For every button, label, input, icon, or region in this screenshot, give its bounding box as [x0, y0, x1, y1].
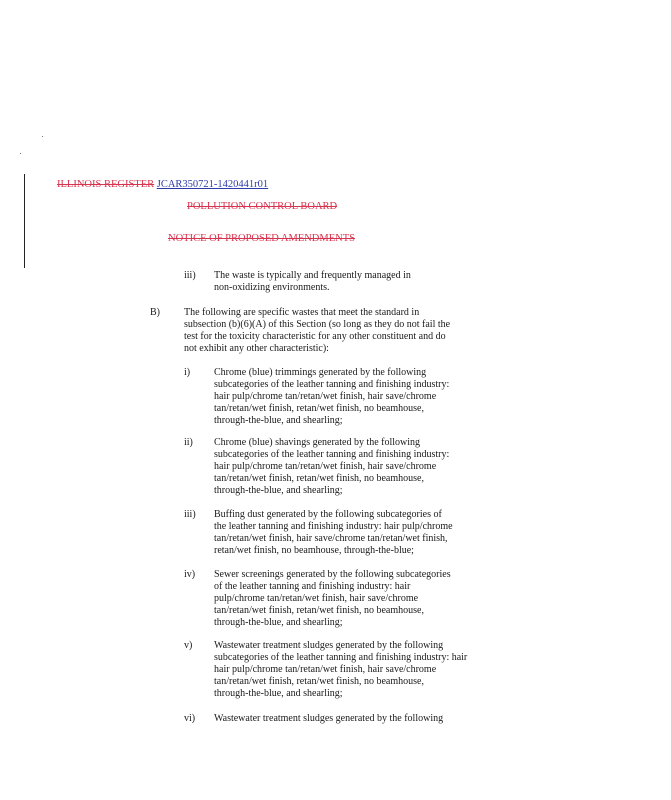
item-text [214, 270, 411, 294]
text-line: Wastewater treatment sludges generated by the following [214, 640, 444, 651]
text-line: Chrome (blue) shavings generated by the following [214, 437, 421, 448]
text-line: not exhibit any other characteristic): [184, 343, 329, 354]
text-line: subcategories of the leather tanning and finishing industry: [214, 379, 450, 390]
text-line: tan/retan/wet finish, retan/wet finish, no beamhouse, [214, 605, 424, 616]
item-number: iii) [184, 509, 196, 520]
item-number: vi) [184, 713, 196, 724]
item-text [214, 367, 449, 427]
text-line: Buffing dust generated by the following subcategories of [214, 509, 442, 520]
item-number: i) [184, 367, 191, 378]
item-text [214, 569, 451, 629]
text-line: through-the-blue, and shearling; [214, 485, 343, 496]
register-header [57, 179, 268, 190]
register-label: ILLINOIS REGISTER [57, 179, 155, 190]
item-number: iii) [184, 270, 196, 281]
item-number: v) [184, 640, 193, 651]
text-line: the leather tanning and finishing industry: hair pulp/chrome [214, 521, 453, 532]
text-line: Chrome (blue) trimmings generated by the following [214, 367, 427, 378]
text-line: through-the-blue, and shearling; [214, 617, 343, 628]
item-number: B) [150, 307, 160, 318]
notice-title: NOTICE OF PROPOSED AMENDMENTS [168, 233, 355, 244]
text-line: tan/retan/wet finish, retan/wet finish, no beamhouse, [214, 403, 424, 414]
text-line: through-the-blue, and shearling; [214, 688, 343, 699]
board-name: POLLUTION CONTROL BOARD [187, 201, 338, 212]
item-text [214, 509, 453, 557]
text-line: of the leather tanning and finishing industry: hair [214, 581, 411, 592]
item-number: ii) [184, 437, 193, 448]
text-line: Sewer screenings generated by the following subcategories [214, 569, 451, 580]
scan-speck [20, 153, 21, 154]
item-number: iv) [184, 569, 196, 580]
text-line: pulp/chrome tan/retan/wet finish, hair save/chrome [214, 593, 419, 604]
text-line: test for the toxicity characteristic for any other constituent and do [184, 331, 446, 342]
item-text [214, 437, 449, 497]
text-line: hair pulp/chrome tan/retan/wet finish, hair save/chrome [214, 664, 437, 675]
text-line: subcategories of the leather tanning and finishing industry: [214, 449, 450, 460]
document-id: JCAR350721-1420441r01 [156, 179, 269, 190]
text-line: through-the-blue, and shearling; [214, 415, 343, 426]
text-line: Wastewater treatment sludges generated by the following [214, 713, 444, 724]
text-line: hair pulp/chrome tan/retan/wet finish, hair save/chrome [214, 391, 437, 402]
scan-speck [42, 136, 43, 137]
text-line: The waste is typically and frequently managed in [214, 270, 411, 281]
text-line: tan/retan/wet finish, retan/wet finish, no beamhouse, [214, 676, 424, 687]
item-text [214, 640, 467, 700]
text-line: subsection (b)(6)(A) of this Section (so long as they do not fail the [184, 319, 451, 330]
revision-bar [24, 174, 25, 268]
text-line: The following are specific wastes that meet the standard in [184, 307, 420, 318]
text-line: retan/wet finish, no beamhouse, through-the-blue; [214, 545, 414, 556]
text-line: subcategories of the leather tanning and finishing industry: hair [214, 652, 468, 663]
text-line: tan/retan/wet finish, hair save/chrome tan/retan/wet finish, [214, 533, 448, 544]
item-text [184, 307, 450, 355]
text-line: hair pulp/chrome tan/retan/wet finish, hair save/chrome [214, 461, 437, 472]
text-line: non-oxidizing environments. [214, 282, 330, 293]
text-line: tan/retan/wet finish, retan/wet finish, no beamhouse, [214, 473, 424, 484]
item-text [214, 713, 443, 725]
